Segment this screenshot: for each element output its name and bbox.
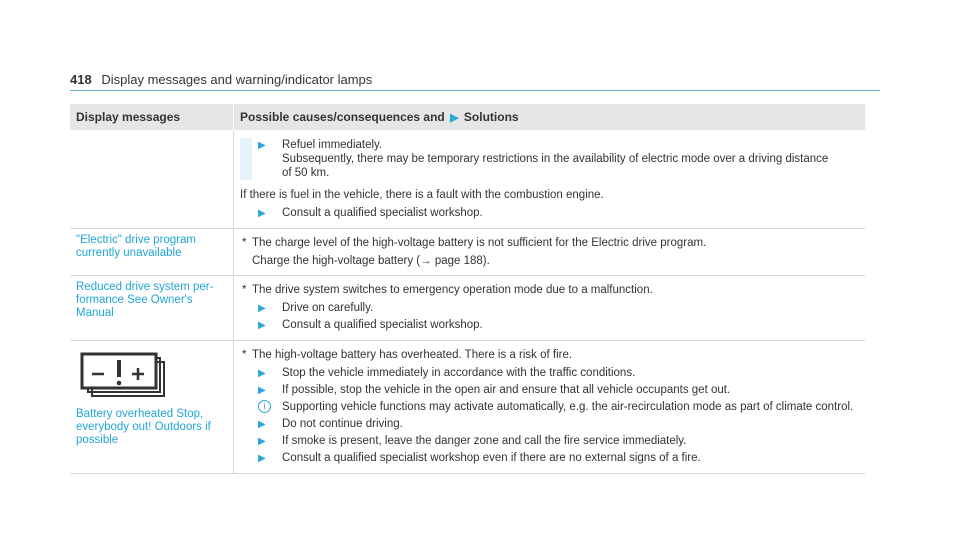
table-row bbox=[70, 130, 865, 229]
header-rule bbox=[70, 90, 880, 91]
cause-line bbox=[240, 236, 859, 250]
message-cell bbox=[70, 130, 234, 229]
play-arrow-icon: ▶ bbox=[258, 419, 266, 430]
solution-text: Charge the high-voltage battery (→ page 188). bbox=[252, 255, 490, 267]
solution-step bbox=[240, 417, 859, 431]
step-text: Consult a qualified specialist workshop. bbox=[282, 319, 483, 331]
play-arrow-icon: ▶ bbox=[258, 320, 266, 331]
step-text: Do not continue driving. bbox=[282, 418, 403, 430]
cause-line bbox=[240, 283, 859, 297]
solution-step bbox=[240, 301, 859, 315]
column-header-messages: Display messages bbox=[70, 104, 234, 130]
cause-text: The charge level of the high-voltage battery is not sufficient for the Electric drive program. bbox=[252, 237, 707, 249]
solution-step bbox=[240, 138, 859, 180]
solution-step bbox=[240, 318, 859, 332]
solution-step bbox=[240, 434, 859, 448]
battery-warning-icon bbox=[80, 352, 170, 398]
asterisk-marker: * bbox=[242, 237, 247, 249]
cause-line bbox=[240, 348, 859, 362]
asterisk-marker: * bbox=[242, 349, 247, 361]
table-header-row bbox=[70, 104, 865, 130]
message-cell bbox=[70, 229, 234, 276]
step-detail-text: Subsequently, there may be temporary restrictions in the availability of electric mode over a driving distance of 50 km. bbox=[282, 153, 829, 179]
cause-cell bbox=[234, 229, 866, 276]
step-text: If possible, stop the vehicle in the open air and ensure that all vehicle occupants get out. bbox=[282, 384, 731, 396]
cause-cell bbox=[234, 130, 866, 229]
page-header bbox=[70, 72, 372, 87]
play-arrow-icon: ▶ bbox=[450, 112, 459, 124]
cause-cell bbox=[234, 341, 866, 474]
display-message: "Electric" drive program currently unavailable bbox=[76, 234, 197, 259]
cause-cell bbox=[234, 276, 866, 341]
display-message: Battery overheated Stop, everybody out! Outdoors if possible bbox=[76, 408, 211, 446]
step-text: Stop the vehicle immediately in accordance with the traffic conditions. bbox=[282, 367, 636, 379]
column-header-solutions-label: Solutions bbox=[463, 110, 519, 124]
messages-table bbox=[70, 104, 865, 474]
step-text: Consult a qualified specialist workshop even if there are no external signs of a fire. bbox=[282, 452, 701, 464]
solution-step bbox=[240, 366, 859, 380]
asterisk-marker: * bbox=[242, 284, 247, 296]
step-text: Consult a qualified specialist workshop. bbox=[282, 207, 483, 219]
step-text: Refuel immediately. bbox=[282, 139, 383, 151]
play-arrow-icon: ▶ bbox=[258, 368, 266, 379]
column-header-causes-label: Possible causes/consequences and bbox=[240, 110, 445, 124]
solution-step bbox=[240, 383, 859, 397]
play-arrow-icon: ▶ bbox=[258, 140, 266, 151]
table-row bbox=[70, 341, 865, 474]
play-arrow-icon: ▶ bbox=[258, 385, 266, 396]
play-arrow-icon: ▶ bbox=[258, 208, 266, 219]
page-title: Display messages and warning/indicator lamps bbox=[101, 72, 373, 87]
page-number: 418 bbox=[70, 72, 92, 87]
cause-text: If there is fuel in the vehicle, there is a fault with the combustion engine. bbox=[240, 189, 604, 201]
message-cell bbox=[70, 276, 234, 341]
column-header-causes bbox=[234, 104, 866, 130]
cause-text: The drive system switches to emergency operation mode due to a malfunction. bbox=[252, 284, 653, 296]
note-text: Supporting vehicle functions may activate automatically, e.g. the air-recirculation mode as part of climate control. bbox=[282, 401, 854, 413]
play-arrow-icon: ▶ bbox=[258, 453, 266, 464]
message-cell bbox=[70, 341, 234, 474]
info-icon: i bbox=[258, 400, 271, 413]
play-arrow-icon: ▶ bbox=[258, 436, 266, 447]
display-message: Reduced drive system per-formance See Owner's Manual bbox=[76, 281, 214, 319]
table-row bbox=[70, 229, 865, 276]
table-row bbox=[70, 276, 865, 341]
note bbox=[240, 400, 859, 414]
play-arrow-icon: ▶ bbox=[258, 303, 266, 314]
cause-text: The high-voltage battery has overheated. There is a risk of fire. bbox=[252, 349, 573, 361]
solution-step bbox=[240, 451, 859, 465]
solution-step bbox=[240, 206, 859, 220]
step-text: If smoke is present, leave the danger zone and call the fire service immediately. bbox=[282, 435, 687, 447]
step-text: Drive on carefully. bbox=[282, 302, 374, 314]
